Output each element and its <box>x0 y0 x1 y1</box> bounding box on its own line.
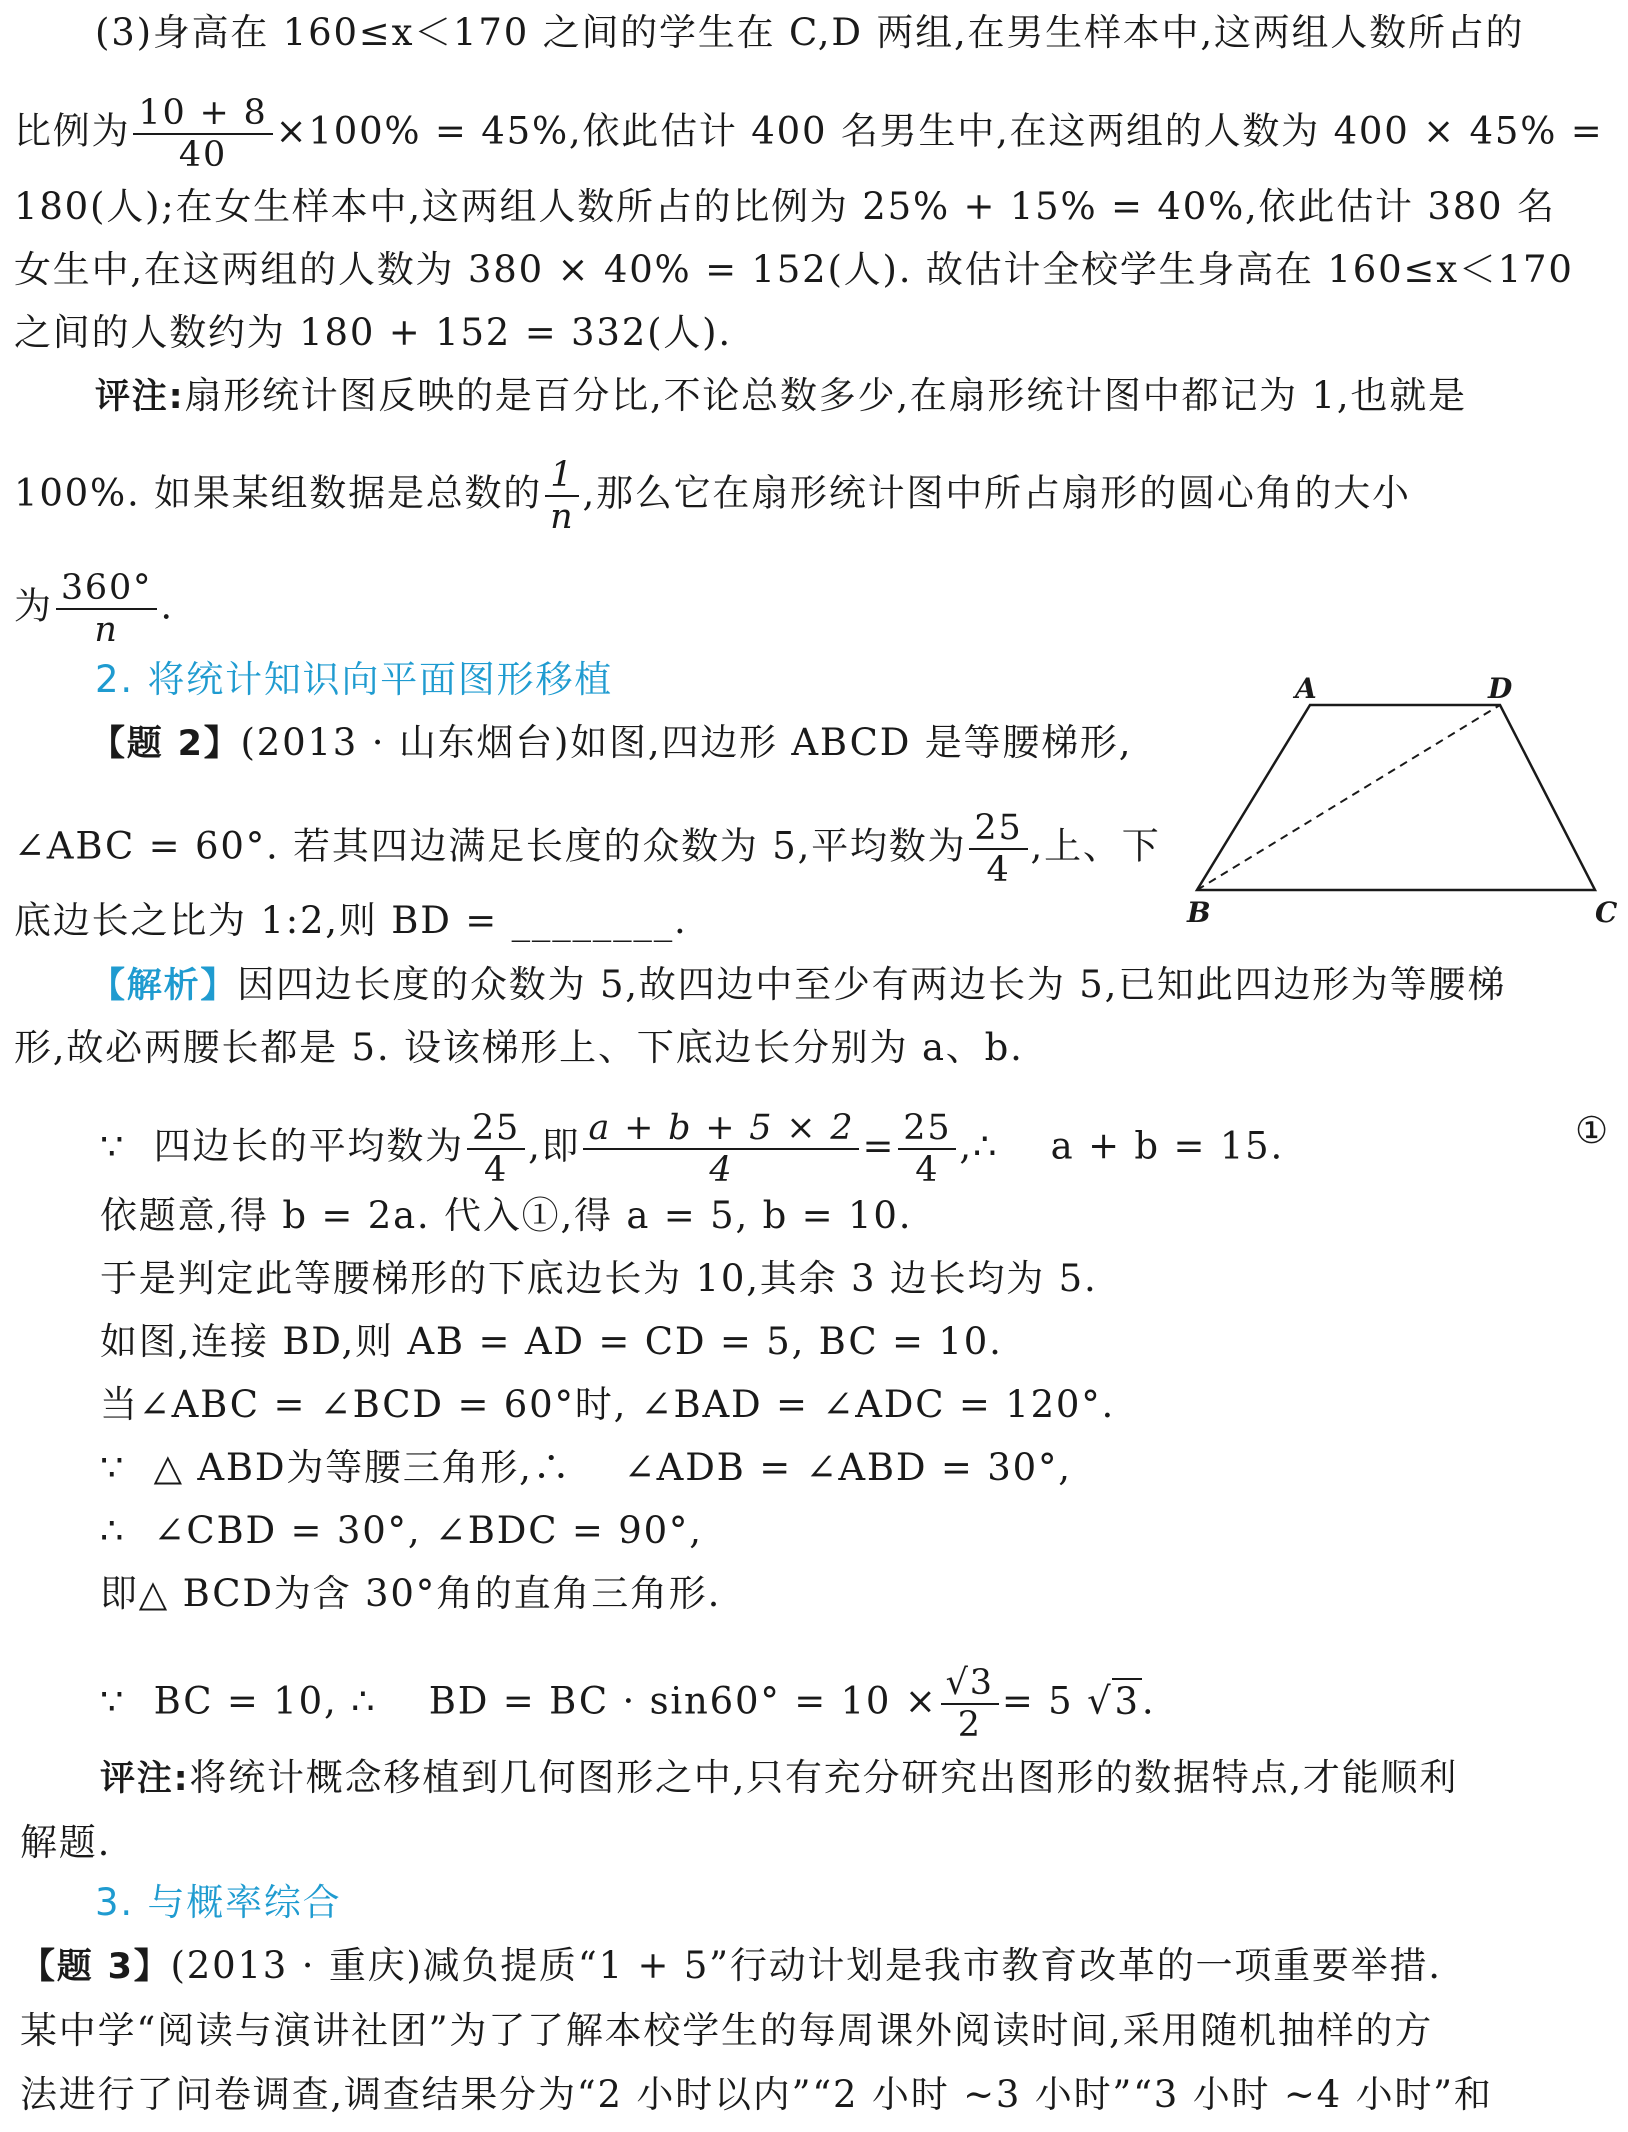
note-1-line-3 <box>14 568 1628 650</box>
solution-line-4: 女生中,在这两组的人数为 380 × 40% = 152(人). 故估计全校学生身高在 160≤x＜170 <box>14 248 1574 291</box>
fraction-denominator: 2 <box>957 1705 982 1745</box>
text: 四边长的平均数为 <box>153 1124 464 1168</box>
note-1-line-1 <box>95 373 1628 420</box>
text: △ ABD为等腰三角形,∴ ∠ADB = ∠ABD = 30°, <box>153 1446 1072 1489</box>
fraction-numerator: 10 + 8 <box>133 93 272 135</box>
vertex-label-b: B <box>1187 896 1211 929</box>
analysis-line-7: 当∠ABC = ∠BCD = 60°时, ∠BAD = ∠ADC = 120°. <box>100 1383 1116 1426</box>
because-symbol: ∵ <box>100 1446 126 1489</box>
fraction <box>56 568 158 650</box>
fraction-denominator: 4 <box>915 1150 940 1190</box>
fraction <box>545 455 579 537</box>
fraction-denominator: 4 <box>986 850 1011 890</box>
fraction <box>467 1108 525 1190</box>
fraction <box>941 1663 999 1745</box>
sqrt-radicand: 3 <box>1114 1679 1140 1723</box>
problem-label: 【题 2】 <box>90 724 241 764</box>
text: BC = 10, ∴ BD = BC · sin60° = 10 × <box>153 1679 938 1723</box>
fraction-denominator: 40 <box>178 135 228 175</box>
solution-line-3: 180(人);在女生样本中,这两组人数所占的比例为 25% + 15% = 40%,依此估计 380 名 <box>14 185 1556 228</box>
fraction-denominator: n <box>94 610 119 650</box>
analysis-label: 【解析】 <box>90 966 238 1006</box>
because-symbol: ∵ <box>100 1124 126 1168</box>
therefore-symbol: ∴ <box>100 1509 126 1552</box>
problem-3-line-3: 法进行了问卷调查,调查结果分为“2 小时以内”“2 小时 ~3 小时”“3 小时 ~4 小时”和 <box>20 2073 1493 2116</box>
solution-line-2 <box>14 93 1628 175</box>
text: 因四边长度的众数为 5,故四边中至少有两边长为 5,已知此四边形为等腰梯 <box>237 963 1507 1006</box>
trapezoid-diagram <box>1185 670 1620 930</box>
text: ∠ABC = 60°. 若其四边满足长度的众数为 5,平均数为 <box>14 824 967 868</box>
fraction-denominator: n <box>550 497 575 537</box>
text: = 5 <box>1001 1679 1074 1723</box>
note-label: 评注: <box>95 377 185 417</box>
equation-mark: ① <box>1575 1109 1610 1152</box>
fraction <box>583 1108 859 1190</box>
fraction-numerator: 25 <box>898 1108 956 1150</box>
analysis-line-1 <box>90 962 1628 1009</box>
solution-line-5: 之间的人数约为 180 + 152 = 332(人). <box>14 311 732 354</box>
analysis-line-5: 于是判定此等腰梯形的下底边长为 10,其余 3 边长均为 5. <box>100 1257 1098 1300</box>
analysis-line-11: ∵ BC = 10, ∴ BD = BC · sin60° = 10 × $\frac{√3}{2}$ = 5 √3. <box>100 1663 1156 1745</box>
section-3-title: 3. 与概率综合 <box>95 1881 342 1924</box>
analysis-line-9 <box>100 1508 1628 1554</box>
problem-3-line-1 <box>20 1943 1628 1990</box>
fraction-numerator: 360° <box>56 568 158 610</box>
analysis-line-10: 即△ BCD为含 30°角的直角三角形. <box>100 1572 722 1615</box>
fraction-numerator: √3 <box>941 1663 999 1705</box>
fraction-denominator: 4 <box>709 1150 734 1190</box>
fraction <box>133 93 272 175</box>
analysis-line-3 <box>100 1108 1628 1190</box>
text: ,∴ a + b = 15. <box>959 1124 1285 1168</box>
note-2-line-2: 解题. <box>20 1821 112 1864</box>
text: (2013 · 重庆)减负提质“1 + 5”行动计划是我市教育改革的一项重要举措. <box>170 1944 1442 1987</box>
text: 100%. 如果某组数据是总数的 <box>14 471 543 515</box>
diagonal-bd <box>1197 705 1500 890</box>
vertex-label-a: A <box>1295 672 1317 705</box>
because-symbol: ∵ <box>100 1679 126 1723</box>
vertex-label-c: C <box>1595 896 1618 929</box>
analysis-line-6: 如图,连接 BD,则 AB = AD = CD = 5, BC = 10. <box>100 1320 1003 1363</box>
analysis-line-4: 依题意,得 b = 2a. 代入①,得 a = 5, b = 10. <box>100 1194 913 1237</box>
text: 将统计概念移植到几何图形之中,只有充分研究出图形的数据特点,才能顺利 <box>189 1756 1459 1799</box>
text: ,上、下 <box>1030 824 1161 868</box>
fraction <box>969 808 1027 890</box>
text: (2013 · 山东烟台)如图,四边形 ABCD 是等腰梯形, <box>240 721 1133 764</box>
problem-label: 【题 3】 <box>20 1947 171 1987</box>
note-1-line-2 <box>14 455 1628 537</box>
note-2-line-1 <box>100 1755 1628 1802</box>
problem-3-line-2: 某中学“阅读与演讲社团”为了了解本校学生的每周课外阅读时间,采用随机抽样的方 <box>20 2009 1433 2052</box>
text: . <box>1141 1679 1156 1723</box>
text: 比例为 <box>14 109 131 153</box>
note-label: 评注: <box>100 1759 190 1799</box>
vertex-label-d: D <box>1488 672 1513 705</box>
text: ∠CBD = 30°, ∠BDC = 90°, <box>153 1509 703 1552</box>
fraction-numerator: 25 <box>969 808 1027 850</box>
fraction-numerator: 25 <box>467 1108 525 1150</box>
text: 为 <box>14 584 53 628</box>
problem-2-line-3: 底边长之比为 1:2,则 BD = ________. <box>14 899 688 942</box>
analysis-line-8 <box>100 1445 1628 1491</box>
text: ,那么它在扇形统计图中所占扇形的圆心角的大小 <box>582 471 1411 515</box>
fraction-numerator: a + b + 5 × 2 <box>583 1108 859 1150</box>
solution-line-1: (3)身高在 160≤x＜170 之间的学生在 C,D 两组,在男生样本中,这两组人数所占的 <box>95 11 1525 54</box>
section-2-title: 2. 将统计知识向平面图形移植 <box>95 658 614 701</box>
text: ×100% = 45%,依此估计 400 名男生中,在这两组的人数为 400 × 45% = <box>275 109 1604 153</box>
fraction-denominator: 4 <box>484 1150 509 1190</box>
trapezoid-abcd <box>1197 705 1595 890</box>
equals-sign: = <box>862 1124 896 1168</box>
fraction-numerator: 1 <box>545 455 579 497</box>
text: ,即 <box>528 1124 581 1168</box>
text: . <box>160 584 174 628</box>
text: 扇形统计图反映的是百分比,不论总数多少,在扇形统计图中都记为 1,也就是 <box>184 374 1467 417</box>
analysis-line-2: 形,故必两腰长都是 5. 设该梯形上、下底边长分别为 a、b. <box>14 1026 1024 1069</box>
fraction <box>898 1108 956 1190</box>
